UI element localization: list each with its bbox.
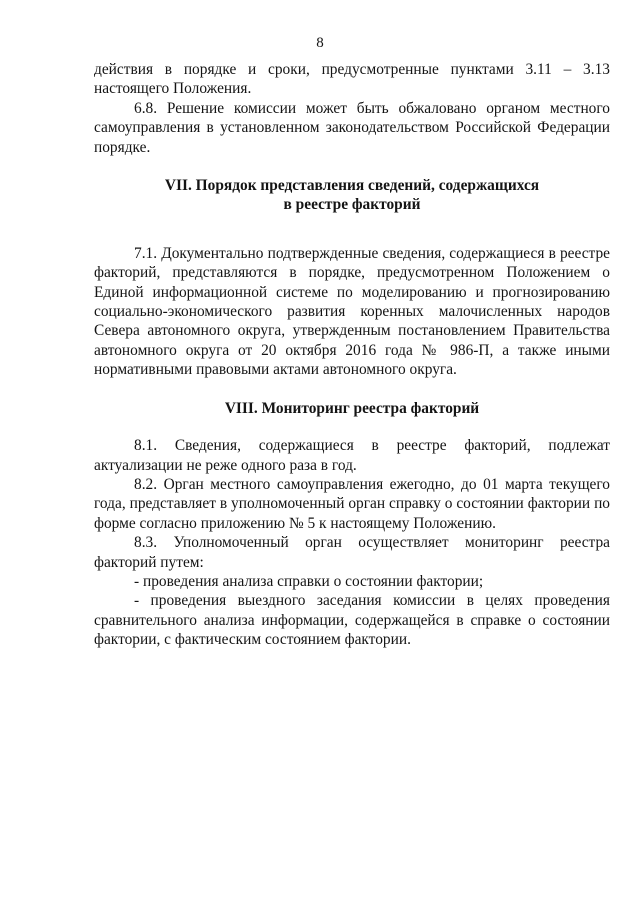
page-number: 8	[316, 35, 324, 51]
paragraph-8-3: 8.3. Уполномоченный орган осуществляет мониторинг реестра факторий путем:	[94, 534, 610, 571]
section-7-heading-line-1: VII. Порядок представления сведений, содержащихся	[164, 177, 540, 195]
paragraph-8-1: 8.1. Сведения, содержащиеся в реестре факторий, подлежат актуализации не реже одного раза в год.	[94, 437, 610, 474]
paragraph-7-1: 7.1. Документально подтвержденные сведения, содержащиеся в реестре факторий, представляются в порядке, предусмотренном Положением о Единой информационной системе по моделированию и прогнозированию социально-экономического развития коренных малочисленных народов Севера автономного округа, утвержденным постановлением Правительства автономного округа от 20 октября 2016 года № 986-П, а также иными нормативными правовыми актами автономного округа.	[94, 244, 610, 379]
paragraph-8-2: 8.2. Орган местного самоуправления ежегодно, до 01 марта текущего года, представляет в уполномоченный орган справку о состоянии фактории по форме согласно приложению № 5 к настоящему Положению.	[94, 475, 610, 532]
document-body	[94, 60, 610, 650]
list-item-2: - проведения выездного заседания комиссии в целях проведения сравнительного анализа информации, содержащейся в справке о состоянии фактории, с фактическим состоянием фактории.	[94, 592, 610, 649]
list-item-1: - проведения анализа справки о состоянии фактории;	[134, 572, 484, 590]
section-8-heading: VIII. Мониторинг реестра факторий	[224, 399, 480, 417]
paragraph-continuation: действия в порядке и сроки, предусмотренные пунктами 3.11 – 3.13 настоящего Положения.	[94, 61, 610, 98]
section-7-heading-line-2: в реестре факторий	[283, 196, 421, 214]
paragraph-6-8: 6.8. Решение комиссии может быть обжаловано органом местного самоуправления в установленном законодательством Российской Федерации порядке.	[94, 99, 610, 156]
section-7-heading	[94, 176, 610, 215]
